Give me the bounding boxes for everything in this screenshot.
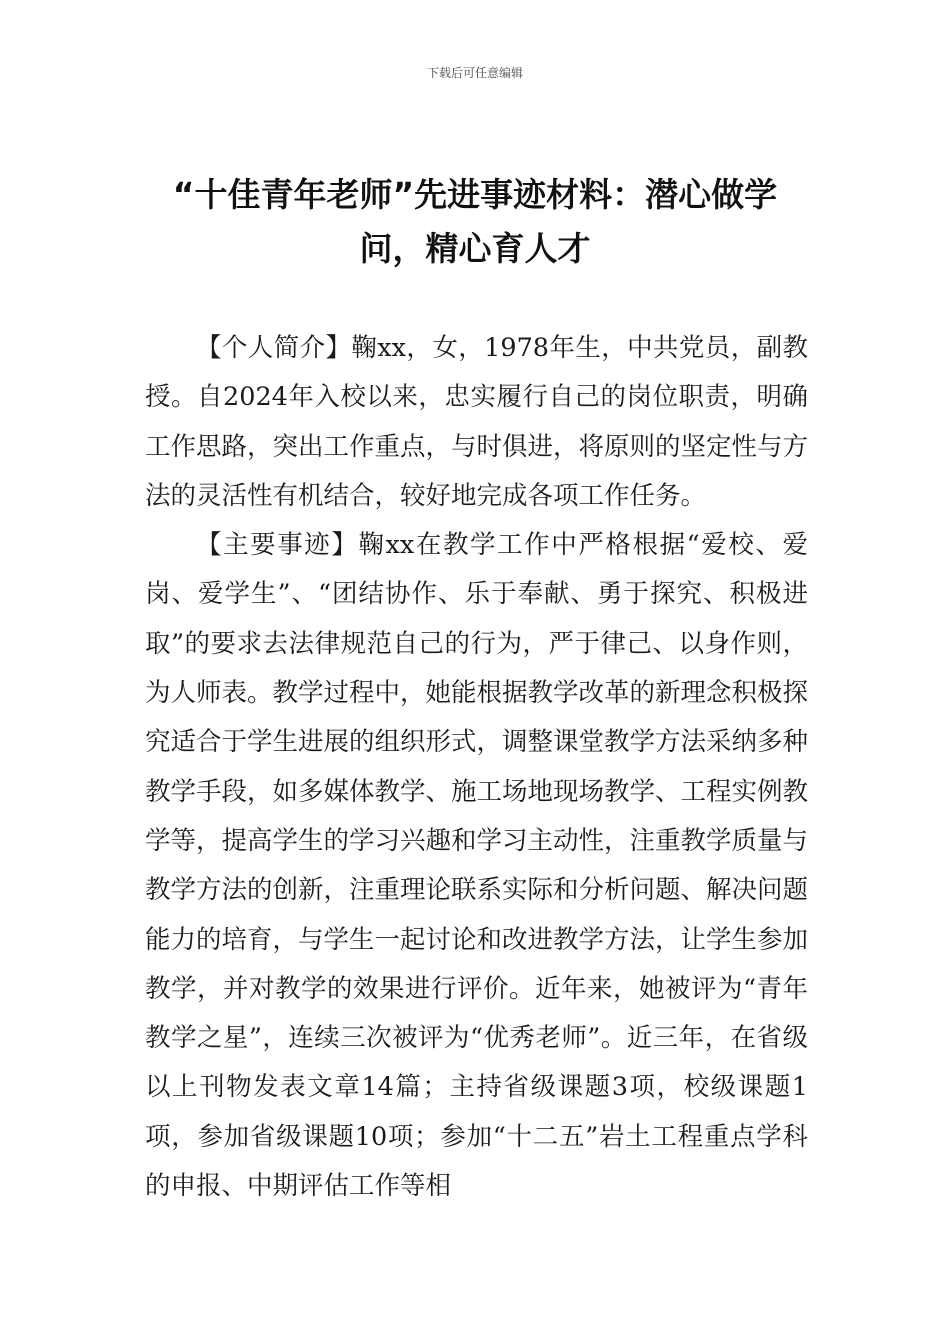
document-body [145,324,808,1211]
document-title: “十佳青年老师”先进事迹材料：潜心做学问，精心育人才 [172,175,778,268]
paragraph-personal-intro: 【个人简介】鞠xx，女，1978年生，中共党员，副教授。自2024年入校以来，忠实履行自己的岗位职责，明确工作思路，突出工作重点，与时俱进，将原则的坚定性与方法的灵活性有机结合，较好地完成各项工作任务。 [145,333,809,511]
page-header-note: 下载后可任意编辑 [426,66,523,80]
paragraph-main-deeds: 【主要事迹】鞠xx在教学工作中严格根据“爱校、爱岗、爱学生”、“团结协作、乐于奉献、勇于探究、积极进取”的要求去法律规范自己的行为，严于律己、以身作则，为人师表。教学过程中，她能根据教学改革的新理念积极探究适合于学生进展的组织形式，调整课堂教学方法采纳多种教学手段，如多媒体教学、施工场地现场教学、工程实例教学等，提高学生的学习兴趣和学习主动性，注重教学质量与教学方法的创新，注重理论联系实际和分析问题、解决问题能力的培育，与学生一起讨论和改进教学方法，让学生参加教学，并对教学的效果进行评价。近年来，她被评为“青年教学之星”，连续三次被评为“优秀老师”。近三年，在省级以上刊物发表文章14篇；主持省级课题3项，校级课题1项，参加省级课题10项；参加“十二五”岩土工程重点学科的申报、中期评估工作等相 [145,530,809,1202]
